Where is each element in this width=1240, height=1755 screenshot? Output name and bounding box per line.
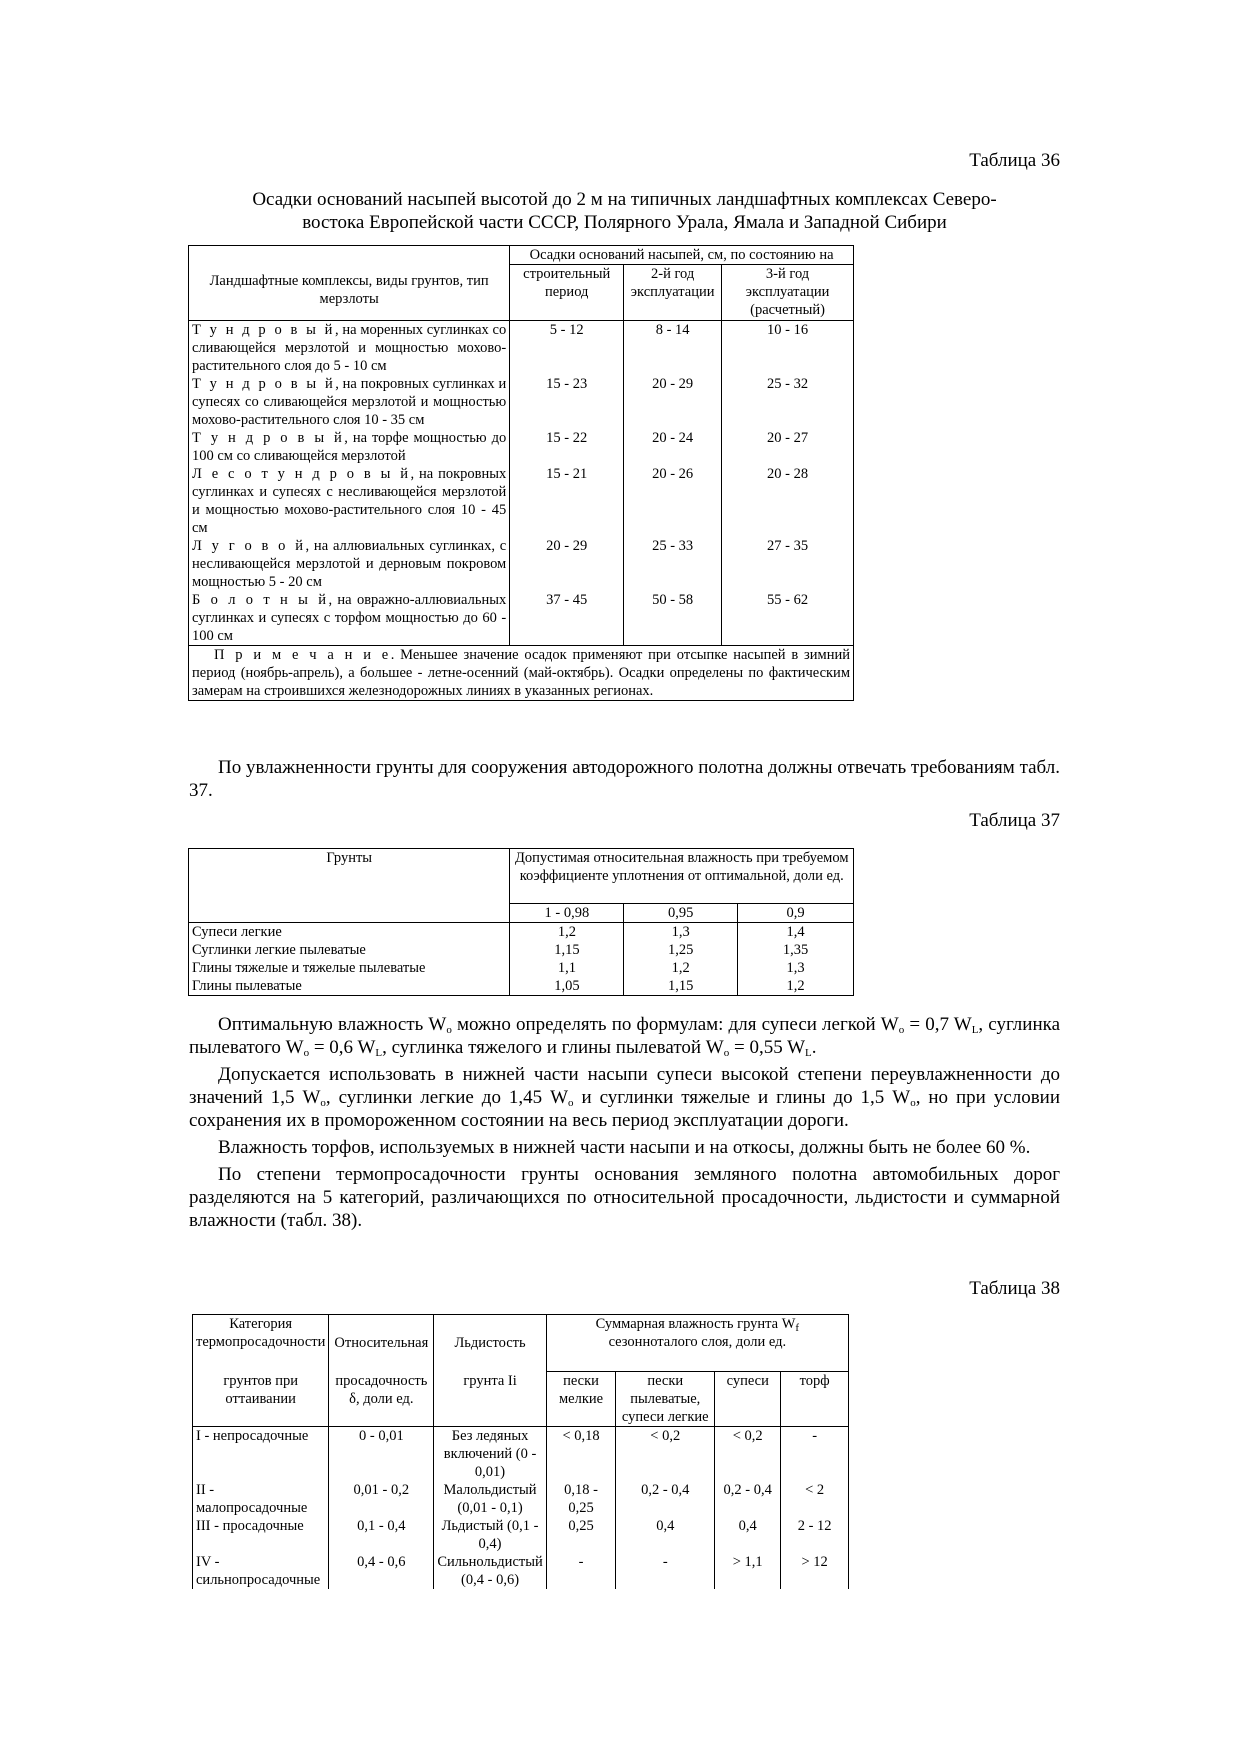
t38-row4-delta: 0,4 - 0,6 (329, 1553, 434, 1589)
table-36-title-line-1: Осадки оснований насыпей высотой до 2 м на типичных ландшафтных комплексах Северо- (252, 189, 997, 210)
t36-row5-v3: 27 - 35 (722, 537, 854, 591)
t38-row2-w1: 0,18 - 0,25 (546, 1481, 616, 1517)
t38-header-category-bottom: грунтов при оттаивании (193, 1372, 329, 1427)
t36-header-year2: 2-й год эксплуатации (624, 265, 722, 321)
t36-row1-complex: Т у н д р о в ы й, на моренных суглинках со сливающейся мерзлотой и мощностью мохово-растительного слоя до 5 - 10 см (189, 321, 510, 376)
table-row (193, 1427, 849, 1482)
t38-header-group: Суммарная влажность грунта $W_f$ сезонноталого слоя, доли ед. (546, 1315, 848, 1372)
paragraph-optimal-moisture: Оптимальную влажность $W_o$ можно определять по формулам: для супеси легкой $W_o = 0,7$ $W_L$, суглинка пылеватого $W_o = 0,6$ $W_L$, суглинка тяжелого и глины пылеватой $W_o = 0,55$ $W_L$. (189, 1014, 1060, 1059)
t38-row2-category: II - малопросадочные (193, 1481, 329, 1517)
text-block-moisture (189, 1013, 1060, 1232)
t38-row3-category: III - просадочные (193, 1517, 329, 1553)
t36-row6-v1: 37 - 45 (510, 591, 624, 646)
t38-row2-iciness: Малольдистый (0,01 - 0,1) (434, 1481, 546, 1517)
t38-row4-w4: > 12 (781, 1553, 849, 1589)
t37-header-k3: 0,9 (738, 904, 854, 923)
table-row (189, 591, 854, 646)
t38-row3-iciness: Льдистый (0,1 - 0,4) (434, 1517, 546, 1553)
table-36-caption: Таблица 36 (969, 150, 1060, 171)
t37-header-group: Допустимая относительная влажность при требуемом коэффициенте уплотнения от оптимальной, доли ед. (510, 849, 854, 904)
t37-row3-v2: 1,2 (624, 959, 738, 977)
paragraph-moisture-requirements: По увлажненности грунты для сооружения автодорожного полотна должны отвечать требованиям табл. 37. (189, 757, 1060, 801)
t38-row1-w2: < 0,2 (616, 1427, 715, 1482)
t37-row3-v1: 1,1 (510, 959, 624, 977)
t36-row6-v3: 55 - 62 (722, 591, 854, 646)
t38-row1-category: I - непросадочные (193, 1427, 329, 1482)
t38-row2-delta: 0,01 - 0,2 (329, 1481, 434, 1517)
t36-row1-v3: 10 - 16 (722, 321, 854, 376)
t38-row3-w1: 0,25 (546, 1517, 616, 1553)
t36-row5-v2: 25 - 33 (624, 537, 722, 591)
t36-row2-v1: 15 - 23 (510, 375, 624, 429)
t37-row4-v1: 1,05 (510, 977, 624, 996)
t37-row3-name: Глины тяжелые и тяжелые пылеватые (189, 959, 510, 977)
t38-row2-w4: < 2 (781, 1481, 849, 1517)
t36-row6-complex: Б о л о т н ы й, на овражно-аллювиальных суглинках и супесях с торфом мощностью до 60 - 100 см (189, 591, 510, 646)
t38-row2-w3: 0,2 - 0,4 (715, 1481, 781, 1517)
t36-header-group: Осадки оснований насыпей, см, по состоянию на (510, 246, 854, 265)
t37-row1-v1: 1,2 (510, 923, 624, 942)
table-36-title-line-2: востока Европейской части СССР, Полярного Урала, Ямала и Западной Сибири (302, 212, 947, 233)
table-36 (188, 245, 854, 701)
t36-header-landscape: Ландшафтные комплексы, виды грунтов, тип мерзлоты (189, 246, 510, 321)
t38-header-peat: торф (781, 1372, 849, 1427)
t38-row3-w2: 0,4 (616, 1517, 715, 1553)
table-row (189, 465, 854, 537)
t38-row1-w3: < 0,2 (715, 1427, 781, 1482)
t38-row1-iciness: Без ледяных включений (0 - 0,01) (434, 1427, 546, 1482)
table-36-title (189, 188, 1060, 234)
t37-header-k2: 0,95 (624, 904, 738, 923)
t36-note: П р и м е ч а н и е. Меньшее значение осадок применяют при отсыпке насыпей в зимний период (ноябрь-апрель), а большее - летне-осенний (май-октябрь). Осадки определены по фактическим замерам на строившихся железнодорожных линиях в указанных регионах. (189, 646, 854, 701)
paragraph-thermosubsidence: По степени термопросадочности грунты основания земляного полотна автомобильных дорог разделяются на 5 категорий, различающихся по относительной просадочности, льдистости и суммарной влажности (табл. 38). (189, 1164, 1060, 1231)
table-row (189, 923, 854, 942)
t38-header-iciness-bottom: грунта Ii (434, 1372, 546, 1427)
t36-row5-v1: 20 - 29 (510, 537, 624, 591)
t36-row3-v2: 20 - 24 (624, 429, 722, 465)
paragraph-overmoistening: Допускается использовать в нижней части насыпи супеси высокой степени переувлажненности до значений 1,5 $W_o$, суглинки легкие до 1,45 $W_o$ и суглинки тяжелые и глины до 1,5 $W_o$, но при условии сохранения их в промороженном состоянии на весь период эксплуатации дороги. (189, 1064, 1060, 1131)
table-row (189, 321, 854, 376)
t38-row3-w3: 0,4 (715, 1517, 781, 1553)
t38-row3-w4: 2 - 12 (781, 1517, 849, 1553)
t36-row3-v3: 20 - 27 (722, 429, 854, 465)
t38-header-sandy-loam: супеси (715, 1372, 781, 1427)
table-37 (188, 848, 854, 996)
table-row (189, 537, 854, 591)
t37-row2-name: Суглинки легкие пылеватые (189, 941, 510, 959)
t38-header-relative-top: Относительная (329, 1315, 434, 1372)
t38-row2-w2: 0,2 - 0,4 (616, 1481, 715, 1517)
t38-header-category-top: Категория термопросадочности (193, 1315, 329, 1372)
t37-header-soils: Грунты (189, 849, 510, 923)
t36-row4-v1: 15 - 21 (510, 465, 624, 537)
t36-row4-v2: 20 - 26 (624, 465, 722, 537)
t38-header-relative-bottom: просадочность δ, доли ед. (329, 1372, 434, 1427)
t38-header-fine-sand: пески мелкие (546, 1372, 616, 1427)
t37-row4-v3: 1,2 (738, 977, 854, 996)
table-row (193, 1517, 849, 1553)
t37-header-k1: 1 - 0,98 (510, 904, 624, 923)
paragraph-peat-moisture: Влажность торфов, используемых в нижней части насыпи и на откосы, должны быть не более 60 %. (218, 1137, 1031, 1158)
table-38-caption: Таблица 38 (969, 1278, 1060, 1299)
table-37-caption: Таблица 37 (969, 810, 1060, 831)
t38-row1-w1: < 0,18 (546, 1427, 616, 1482)
t37-row4-v2: 1,15 (624, 977, 738, 996)
t36-row3-complex: Т у н д р о в ы й, на торфе мощностью до 100 см со сливающейся мерзлотой (189, 429, 510, 465)
table-row (189, 375, 854, 429)
t37-row2-v2: 1,25 (624, 941, 738, 959)
table-row (189, 959, 854, 977)
t38-row3-delta: 0,1 - 0,4 (329, 1517, 434, 1553)
t37-row3-v3: 1,3 (738, 959, 854, 977)
t37-row4-name: Глины пылеватые (189, 977, 510, 996)
t38-header-iciness-top: Льдистость (434, 1315, 546, 1372)
t36-row2-complex: Т у н д р о в ы й, на покровных суглинках и супесях со сливающейся мерзлотой и мощностью мохово-растительного слоя 10 - 35 см (189, 375, 510, 429)
table-38 (192, 1314, 849, 1589)
table-row (189, 977, 854, 996)
t37-row1-v3: 1,4 (738, 923, 854, 942)
t36-header-year3: 3-й год эксплуатации (расчетный) (722, 265, 854, 321)
t37-row2-v1: 1,15 (510, 941, 624, 959)
table-row (193, 1481, 849, 1517)
t38-row1-delta: 0 - 0,01 (329, 1427, 434, 1482)
table-row (189, 429, 854, 465)
table-row (189, 941, 854, 959)
t36-row4-complex: Л е с о т у н д р о в ы й, на покровных суглинках и супесях с несливающейся мерзлотой и мощностью мохово-растительного слоя 10 - 45 см (189, 465, 510, 537)
t38-row1-w4: - (781, 1427, 849, 1482)
t38-row4-iciness: Сильнольдистый (0,4 - 0,6) (434, 1553, 546, 1589)
t36-row3-v1: 15 - 22 (510, 429, 624, 465)
t38-row4-category: IV - сильнопросадочные (193, 1553, 329, 1589)
t36-row1-v1: 5 - 12 (510, 321, 624, 376)
t36-row2-v2: 20 - 29 (624, 375, 722, 429)
table-row (193, 1553, 849, 1589)
t36-row5-complex: Л у г о в о й, на аллювиальных суглинках, с несливающейся мерзлотой и дерновым покровом мощностью 5 - 20 см (189, 537, 510, 591)
t38-row4-w2: - (616, 1553, 715, 1589)
t38-header-silty-sand: пески пылеватые, супеси легкие (616, 1372, 715, 1427)
t36-row1-v2: 8 - 14 (624, 321, 722, 376)
t37-row2-v3: 1,35 (738, 941, 854, 959)
t38-row4-w3: > 1,1 (715, 1553, 781, 1589)
t36-row4-v3: 20 - 28 (722, 465, 854, 537)
t36-header-construction: строительный период (510, 265, 624, 321)
t37-row1-name: Супеси легкие (189, 923, 510, 942)
t36-row6-v2: 50 - 58 (624, 591, 722, 646)
t38-row4-w1: - (546, 1553, 616, 1589)
t37-row1-v2: 1,3 (624, 923, 738, 942)
t36-row2-v3: 25 - 32 (722, 375, 854, 429)
